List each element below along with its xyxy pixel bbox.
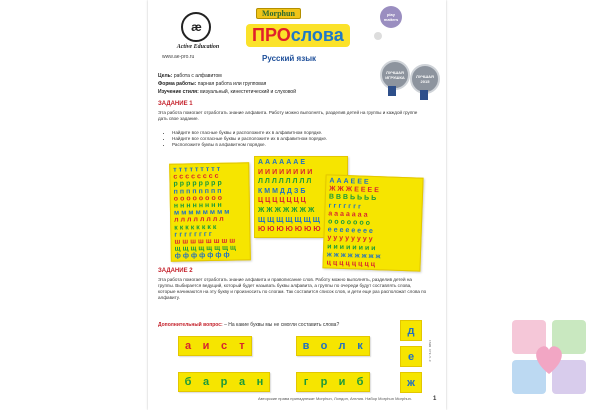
puzzle-letter-row: ААААААЕ: [258, 159, 307, 166]
page-title: [246, 24, 350, 47]
letter-tile: т: [239, 340, 245, 352]
letter-tile: а: [202, 376, 210, 388]
puzzle-letter-row: нннннннн: [173, 201, 224, 210]
list-item: • Найдите все гласные буквы и расположите их в алфавитном порядке.: [172, 130, 327, 136]
letter-tile: и: [202, 340, 210, 352]
lesson-info: [158, 72, 296, 96]
alphabet-puzzle-left[interactable]: [169, 162, 251, 261]
side-code: ISBN 978-5-9: [428, 340, 431, 362]
letter-tile-zhe[interactable]: ж: [400, 372, 422, 393]
letter-tile: в: [302, 340, 310, 352]
letter-tile: г: [303, 376, 309, 388]
award-badge-icon: ЛУЧШАЯ ИГРУШКА: [380, 60, 410, 90]
letter-tile: н: [256, 376, 264, 388]
puzzle-letter-row: ооооооо: [327, 218, 373, 227]
letter-tile: о: [320, 340, 328, 352]
page-subtitle: Русский язык: [262, 54, 317, 63]
puzzle-letter-row: КММДДЗБ: [258, 187, 308, 195]
letter-tile: а: [184, 340, 192, 352]
page-number: 1: [433, 396, 437, 402]
letter-tile: к: [357, 340, 363, 352]
word-tile-grib[interactable]: [296, 372, 370, 392]
letter-tile: б: [356, 376, 364, 388]
word-tile-aist[interactable]: [178, 336, 252, 356]
puzzle-letter-row: ЮЮЮЮЮЮЮ: [258, 226, 323, 234]
task1-bullets: [164, 130, 327, 148]
letter-tile-de[interactable]: д: [400, 320, 422, 341]
copyright-footer: Авторские права принадлежат Morphun, Лондон, Англия. Набор Morphun Morphun.: [258, 396, 412, 401]
puzzle-letter-row: ЖЖЖЖЖЖЖ: [258, 207, 317, 214]
task2-text: Эта работа помогает отработать знание алфавита и правописание слов. Работу можно выполнять, разделив детей на группы. Выбирается ведущий, который будет называть буквы алфавита, а группы по очереди будут составлять слова, которые начинаются на эту букву и произносить по слогам. Так составится список слов, и дети еще раз расположат слова по алфавиту.: [158, 277, 427, 300]
puzzle-letter-row: ЖЖЖЕЕЕЕ: [329, 185, 381, 195]
puzzle-letter-row: пппппппп: [173, 187, 224, 196]
letter-tile-ye[interactable]: е: [400, 346, 422, 367]
award-ribbon-icon: [420, 90, 428, 100]
puzzle-letter-row: ЛЛЛЛЛЛЛЛ: [258, 178, 314, 186]
small-seal-icon: [374, 32, 382, 40]
puzzle-letter-row: лллллллл: [174, 216, 226, 225]
letter-tile: р: [320, 376, 328, 388]
puzzle-letter-row: ааааааа: [328, 210, 370, 219]
puzzle-letter-row: ттттттттт: [173, 165, 223, 174]
puzzle-letter-row: ееееееее: [327, 226, 375, 236]
puzzle-letter-row: ЩЩЩЩЩЩЩ: [258, 216, 322, 224]
letter-tile: р: [220, 376, 228, 388]
puzzle-letter-row: ЦЦЦЦЦЦЦ: [258, 197, 308, 205]
puzzle-letter-row: рррррррр: [173, 180, 224, 189]
play-matters-badge-icon: play matters: [380, 6, 402, 28]
puzzle-letter-row: ИИИИИИИИ: [258, 168, 315, 176]
task1-heading: ЗАДАНИЕ 1: [158, 101, 193, 107]
puzzle-letter-row: мммммммм: [173, 208, 232, 217]
form-line: Форма работы: парная работа или групповая: [158, 81, 267, 87]
title-part-slova: слова: [290, 25, 344, 45]
award-badge-2015-icon: ЛУЧШАЯ 2015: [410, 64, 440, 94]
worksheet-page: [148, 0, 446, 410]
style-line: Изучение стиля: визуальный, кинестетический и слуховой: [158, 89, 296, 95]
puzzle-letter-row: ииииииии: [327, 243, 378, 252]
goal-line: Цель: работа с алфавитом: [158, 73, 222, 79]
alphabet-puzzle-right[interactable]: [322, 174, 423, 271]
ae-logo-icon: æ: [181, 12, 211, 42]
list-item: • Расположите буквы в алфавитном порядке.: [172, 142, 327, 148]
logo-name: Active Education: [176, 44, 220, 50]
puzzle-letter-row: сссссссс: [173, 172, 221, 181]
puzzle-letter-row: шшшшшшшш: [174, 237, 238, 246]
task1-text: Эта работа помогает отработать знание алфавита. Работу можно выполнять, разделив детей на группы и каждой группе дать свое задание.: [158, 110, 418, 121]
puzzle-letter-row: жжжжжжжж: [326, 251, 383, 261]
letter-tile: б: [184, 376, 192, 388]
word-tile-volk[interactable]: [296, 336, 370, 356]
letter-tile: и: [338, 376, 346, 388]
logo-url[interactable]: www.ae-pro.ru: [162, 54, 195, 60]
letter-tile: л: [338, 340, 346, 352]
word-tile-baran[interactable]: [178, 372, 270, 392]
puzzle-letter-row: оооооооо: [173, 194, 225, 203]
letter-tile: а: [238, 376, 246, 388]
list-item: • Найдите все согласные буквы и расположите их в алфавитном порядке.: [172, 136, 327, 142]
puzzle-letter-row: гггггггг: [174, 230, 214, 239]
puzzle-letter-row: ггггггг: [328, 202, 364, 211]
puzzle-heart-logo-icon: [508, 312, 592, 402]
title-part-pro: ПРО: [252, 25, 291, 45]
puzzle-letter-row: цццццццц: [326, 259, 378, 269]
task2-heading: ЗАДАНИЕ 2: [158, 268, 193, 274]
puzzle-letter-row: кккккккк: [174, 223, 219, 232]
extra-question: Дополнительный вопрос: – На какие буквы мы не смогли составить слова?: [158, 322, 340, 328]
morphun-brand-tag: Morphun: [256, 8, 301, 19]
letter-tile: с: [220, 340, 228, 352]
puzzle-letter-row: ффффффф: [174, 252, 232, 261]
puzzle-letter-row: щщщщщщщщ: [174, 244, 238, 253]
puzzle-letter-row: АААЕЕЕ: [329, 177, 371, 186]
puzzle-letter-row: уууууууу: [327, 234, 375, 244]
puzzle-letter-row: ВВВЬЬЬЬ: [328, 193, 379, 203]
award-ribbon-icon: [388, 86, 396, 96]
